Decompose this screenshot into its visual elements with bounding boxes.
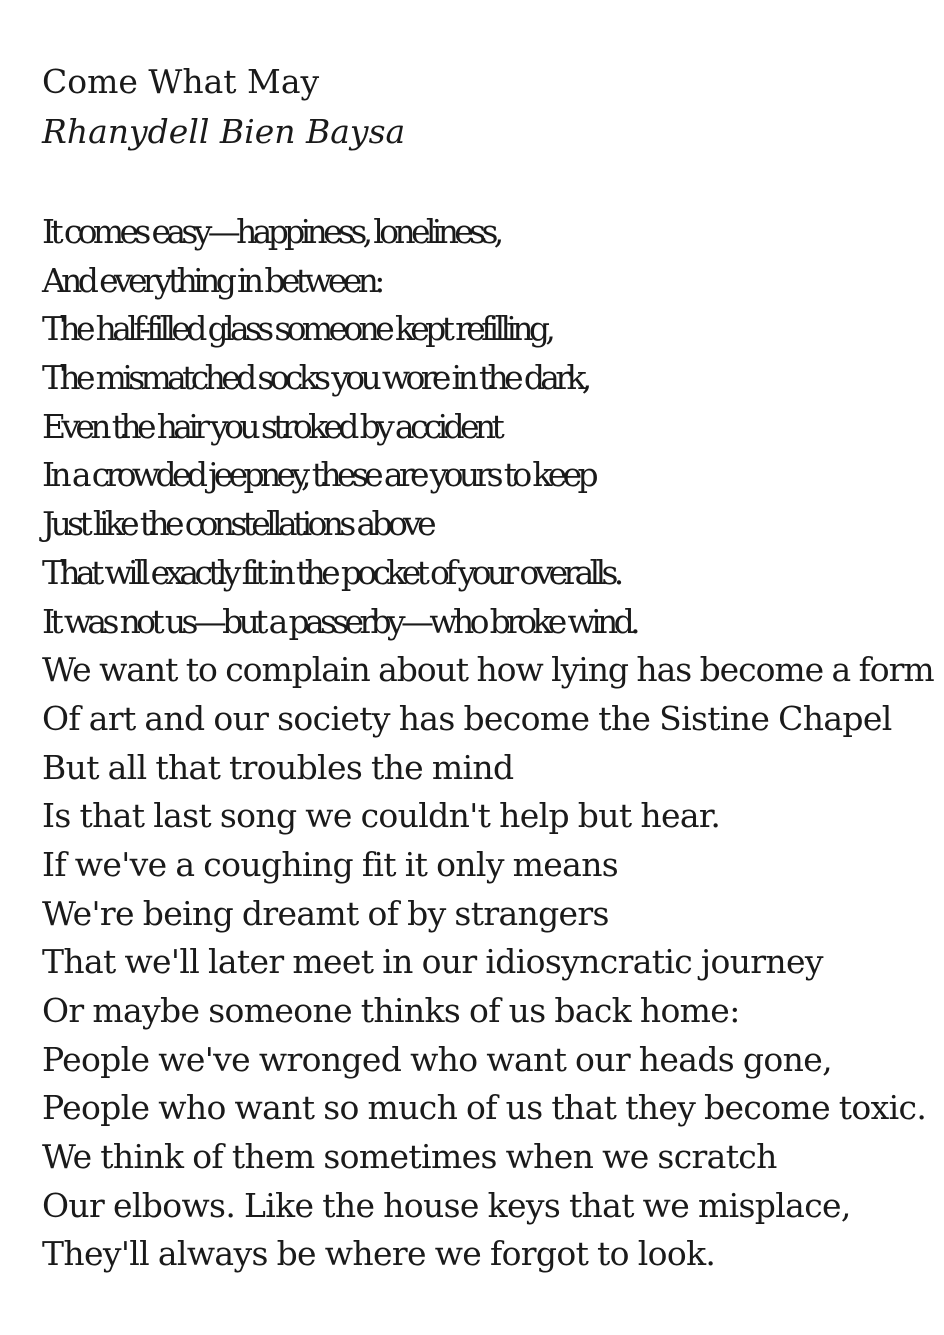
poem-line: It was not us—but a passerby—who broke wind. <box>42 601 636 641</box>
poem-line: The half-filled glass someone kept refilling, <box>42 309 552 349</box>
poem-line: We're being dreamt of by strangers <box>42 893 609 933</box>
poem-author: Rhanydell Bien Baysa <box>42 112 406 151</box>
poem-line: They'll always be where we forgot to look. <box>42 1234 716 1274</box>
poem-line: That we'll later meet in our idiosyncratic journey <box>42 942 823 982</box>
poem-title: Come What May <box>42 62 320 101</box>
poem-line: We think of them sometimes when we scratch <box>42 1137 777 1177</box>
poem-line: And everything in between: <box>42 260 381 300</box>
poem-line: People who want so much of us that they become toxic. <box>42 1088 927 1128</box>
poem-line: People we've wronged who want our heads gone, <box>42 1039 832 1079</box>
poem-line: Or maybe someone thinks of us back home: <box>42 991 740 1030</box>
poem-line: It comes easy—happiness, loneliness, <box>42 212 500 251</box>
poem-line: If we've a coughing fit it only means <box>42 844 619 884</box>
poem-line: But all that troubles the mind <box>42 747 514 787</box>
poem-body <box>42 208 934 1279</box>
poem-line: That will exactly fit in the pocket of your overalls. <box>42 552 620 592</box>
poem-line: Just like the constellations above <box>42 504 433 544</box>
poem-line: Of art and our society has become the Sistine Chapel <box>42 698 892 738</box>
poem-line: Is that last song we couldn't help but hear. <box>42 796 721 836</box>
poem-line: Even the hair you stroked by accident <box>42 406 501 446</box>
poem-line: We want to complain about how lying has become a form <box>42 650 934 690</box>
poem-line: Our elbows. Like the house keys that we misplace, <box>42 1185 851 1225</box>
poem-line: The mismatched socks you wore in the dark, <box>42 358 588 398</box>
poem-line: In a crowded jeepney, these are yours to keep <box>42 455 594 495</box>
